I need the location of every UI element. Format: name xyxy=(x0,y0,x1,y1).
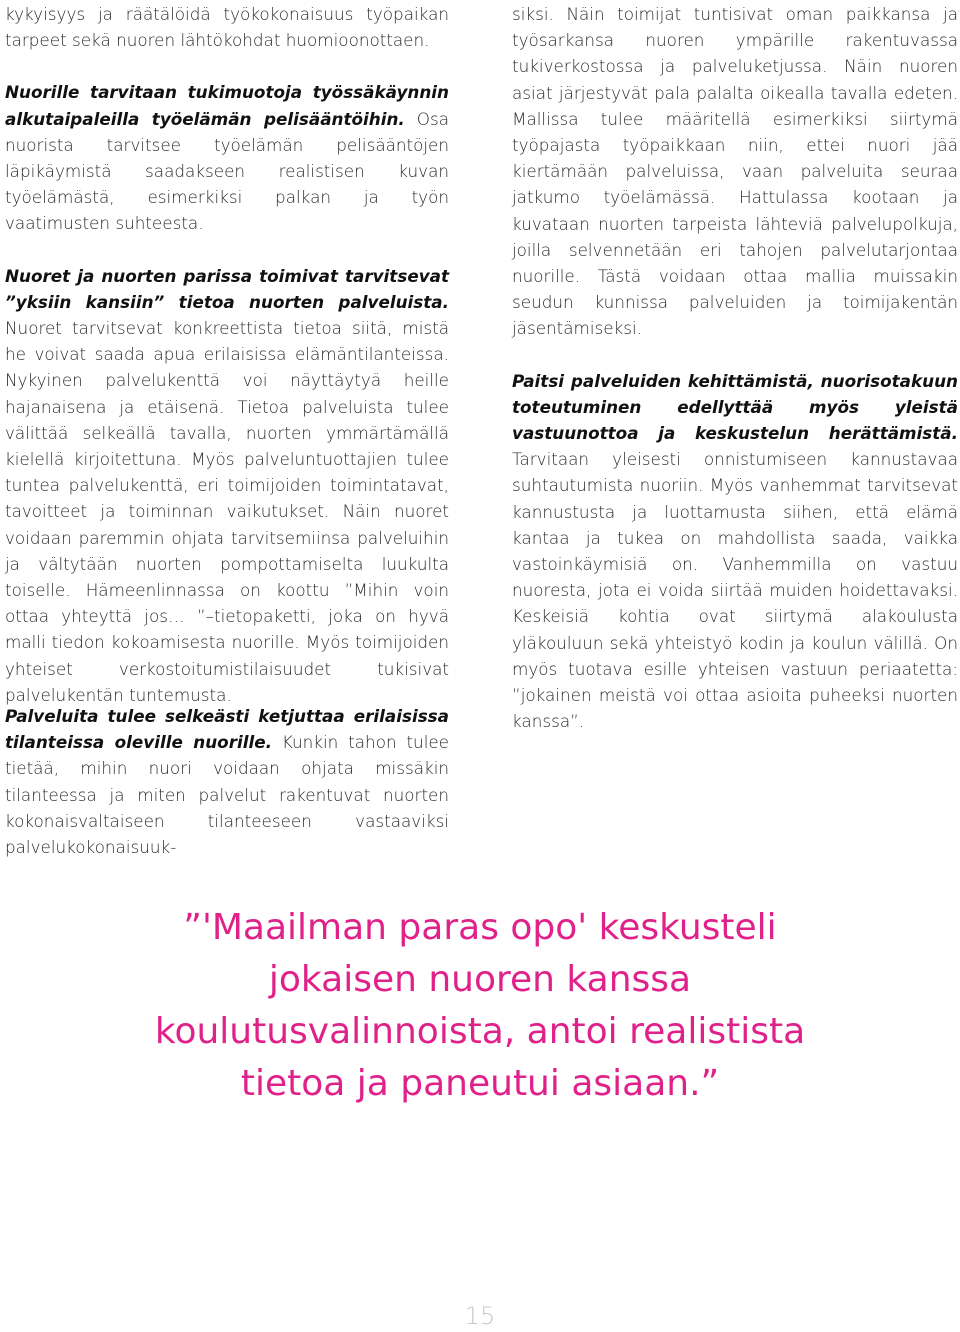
paragraph-body: Kunkin tahon tulee tietää, mihin nuori voidaan ohjata missäkin tilanteessa ja miten palvelut rakentuvat nuorten kokonaisvaltaiseen tilanteeseen vastaaviksi palvelukokonaisuuk- xyxy=(5,732,450,858)
left-column xyxy=(5,1,449,708)
paragraph-body: Osa nuorista tarvitsee työelämän pelisääntöjen läpikäymistä saadakseen realistisen kuvan työelämästä, esimerkiksi palkan ja työn vaatimusten suhteesta. xyxy=(5,108,449,234)
paragraph-lead: Nuorille tarvitaan tukimuotoja työssäkäynnin alkutaipaleilla työelämän pelisääntöihin. xyxy=(5,82,449,129)
paragraph xyxy=(5,79,449,236)
paragraph-lead: Nuoret ja nuorten parissa toimivat tarvitsevat ”yksiin kansiin” tietoa nuorten palveluista. xyxy=(5,265,449,312)
paragraph-lead: Palveluita tulee selkeästi ketjuttaa erilaisissa tilanteissa oleville nuorille. xyxy=(5,706,449,753)
left-column-bottom xyxy=(5,703,449,860)
pull-quote-line: tietoa ja paneutui asiaan.” xyxy=(240,1063,720,1104)
pull-quote xyxy=(120,902,840,1110)
page-number: 15 xyxy=(464,1302,496,1330)
paragraph-body: Tarvitaan yleisesti onnistumiseen kannustavaa suhtautumista nuoriin. Myös vanhemmat tarvitsevat kannustusta ja luottamusta siihen, että elämä kantaa ja tukea on mahdollista saada, vaikka vastoinkäymisiä on. Vanhemmilla on vastuu nuoresta, jota ei voida siirtää muiden hoidettavaksi. Keskeisiä kohtia ovat siirtymä alakoulusta yläkouluun sekä yhteistyö kodin ja koulun välillä. On myös tuotava esille yhteisen vastuun periaatetta: ”jokainen meistä voi ottaa asioita puheeksi nuorten kanssa”. xyxy=(512,449,958,732)
paragraph xyxy=(5,263,449,708)
pull-quote-line: koulutusvalinnoista, antoi realistista xyxy=(154,1011,806,1052)
paragraph-body: Nuoret tarvitsevat konkreettista tietoa siitä, mistä he voivat saada apua erilaisissa elämäntilanteissa. Nykyinen palvelukenttä voi näyttäytyä heille hajanaisena ja etäisenä. Tietoa palveluista tulee välittää selkeällä tavalla, nuorten ymmärtämällä kielellä kirjoitettuna. Myös palveluntuottajien tulee tuntea palvelukenttä, eri toimijoiden toimintatavat, tavoitteet ja toiminnan vaikutukset. Näin nuoret voidaan paremmin ohjata tarvitsemiinsa palveluihin ja vältytään nuorten pompottamiselta luukulta toiselle. Hämeenlinnassa on koottu ”Mihin voin ottaa yhteyttä jos… ”–tietopaketti, joka on hyvä malli tiedon kokoamisesta nuorille. Myös toimijoiden yhteiset verkostoitumistilaisuudet tukisivat palvelukentän tuntemusta. xyxy=(5,318,449,705)
paragraph xyxy=(512,368,958,735)
pull-quote-line: ”'Maailman paras opo' keskusteli xyxy=(183,907,777,948)
pull-quote-line: jokaisen nuoren kanssa xyxy=(268,959,692,1000)
paragraph-lead: Paitsi palveluiden kehittämistä, nuorisotakuun toteutuminen edellyttää myös yleistä vastuunottoa ja keskustelun herättämistä. xyxy=(512,370,958,444)
paragraph: siksi. Näin toimijat tuntisivat oman paikkansa ja työsarkansa nuoren ympärille rakentuvassa tukiverkostossa ja palveluketjussa. Näin nuoren asiat järjestyvät pala palalta oikealla tavalla edeten. Mallissa tulee määritellä esimerkiksi siirtymä työpajasta työpaikkaan niin, ettei nuori jää kiertämään palveluissa, vaan palveluita seuraa jatkumo työelämässä. Hattulassa kootaan ja kuvataan nuorten tarpeista lähteviä palvelupolkuja, joilla selvennetään eri tahojen palvelutarjontaa nuorille. Tästä voidaan ottaa mallia muissakin seudun kunnissa palveluiden ja toimijakentän jäsentämiseksi. xyxy=(512,4,958,339)
paragraph xyxy=(5,703,449,860)
right-column xyxy=(512,1,958,734)
paragraph: kykyisyys ja räätälöidä työkokonaisuus työpaikan tarpeet sekä nuoren lähtökohdat huomioonottaen. xyxy=(5,4,449,51)
